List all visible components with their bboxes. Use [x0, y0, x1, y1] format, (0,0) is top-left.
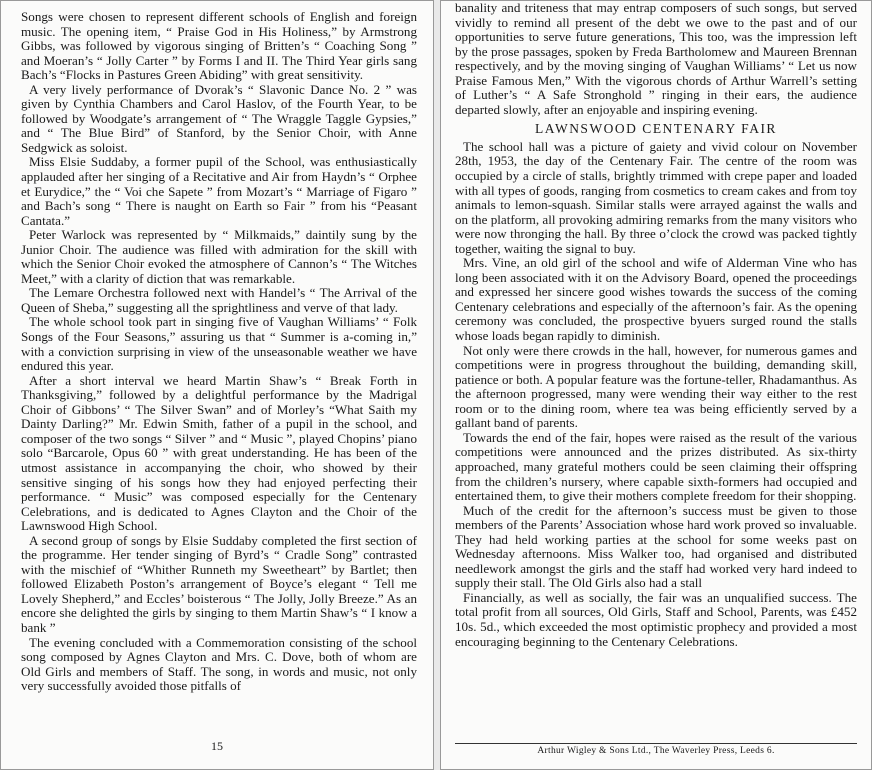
paragraph: Peter Warlock was represented by “ Milkmaids,” daintily sung by the Junior Choir. The audience was filled with admiration for the skill with which the Senior Choir evoked the atmosphere of Cannon’s “ The Witches Meet,” with a clarity of diction that was remarkable. — [21, 227, 417, 286]
footer-rule — [455, 743, 857, 744]
paragraph: The school hall was a picture of gaiety and vivid colour on November 28th, 1953, the day of the Centenary Fair. The centre of the room was occupied by a circle of stalls, brightly trimmed with crepe paper and loaded with all types of goods, ranging from cosmetics to cream cakes and from toy animals to lemon-squash. Similar stalls were arrayed against the walls and on the platform, all provoking admiring remarks from the many visitors who were now thronging the hall. By three o’clock the crowd was packed tightly together, waiting the signal to buy. — [455, 138, 857, 256]
paragraph: The Lemare Orchestra followed next with Handel’s “ The Arrival of the Queen of Sheba,” suggesting all the sprightliness and verve of that lady. — [21, 285, 417, 315]
left-text-column — [21, 10, 417, 694]
paragraph: A very lively performance of Dvorak’s “ Slavonic Dance No. 2 ” was given by Cynthia Chambers and Carol Haslov, of the Fourth Year, to be followed by Woodgate’s arrangement of “ The Wraggle Taggle Gypsies,” and “ The Blue Bird” of Stanford, by the Senior Choir, with Anne Sedgwick as soloist. — [21, 81, 417, 155]
paragraph: Financially, as well as socially, the fair was an unqualified success. The total profit from all sources, Old Girls, Staff and School, Parents, was £452 10s. 5d., which exceeded the most optimistic prophecy and provided a most encouraging beginning to the Centenary Celebrations. — [455, 589, 857, 649]
paragraph: A second group of songs by Elsie Suddaby completed the first section of the programme. Her tender singing of Byrd’s “ Cradle Song” contrasted with the mischief of “Whither Runneth my Sweetheart” by Bartlet; then followed Elizabeth Poston’s arrangement of Boyce’s elegant “ Tell me Lovely Shepherd,” and Eccles’ boisterous “ The Jolly, Jolly Breeze.” As an encore she delighted the girls by singing to them Martin Shaw’s “ I know a bank ” — [21, 532, 417, 635]
paragraph: Songs were chosen to represent different schools of English and foreign music. The opening item, “ Praise God in His Holiness,” by Armstrong Gibbs, was followed by vigorous singing of Britten’s “ Coaching Song ” and Moeran’s “ Jolly Carter ” by Forms I and II. The Third Year girls sang Bach’s “Flocks in Pastures Green Abiding” with great sensitivity. — [21, 9, 417, 83]
printer-footer: Arthur Wigley & Sons Ltd., The Waverley Press, Leeds 6. — [537, 746, 775, 756]
paragraph: Mrs. Vine, an old girl of the school and wife of Alderman Vine who has long been associated with it on the Advisory Board, opened the proceedings and expressed her sincere good wishes towards the success of the coming Centenary celebrations and especially of the afternoon’s fair. As the opening ceremony was concluded, the prospective byuers surged round the stalls whose loads began rapidly to diminish. — [455, 255, 857, 344]
paragraph: banality and triteness that may entrap composers of such songs, but served vividly to remind all present of the debt we owe to the past and of our opportunities to serve future generations, This too, was the impression left by the prose passages, spoken by Freda Bartholomew and Maureen Brennan respectively, and by the moving singing of Vaughan Williams’ “ Let us now Praise Famous Men,” With the vigorous chords of Arthur Warrell’s setting of Luther’s “ A Safe Stronghold ” ringing in their ears, the audience departed slowly, after an enjoyable and inspiring evening. — [455, 0, 857, 117]
paragraph: The whole school took part in singing five of Vaughan Williams’ “ Folk Songs of the Four Seasons,” assuring us that “ Summer is a-coming in,” with a conviction surprising in view of the unseasonable weather we have endured this year. — [21, 314, 417, 374]
left-page — [0, 0, 434, 770]
paragraph: The evening concluded with a Commemoration consisting of the school song composed by Agnes Clayton and Mrs. C. Dove, both of whom are Old Girls and members of Staff. The song, in words and music, not only very successfully avoided those pitfalls of — [21, 634, 417, 694]
page-number: 15 — [211, 739, 223, 753]
paragraph: Towards the end of the fair, hopes were raised as the result of the various competitions were announced and the prizes distributed. As six-thirty approached, many grateful mothers could be seen claiming their offspring from the children’s nursery, where capable sixth-formers had occupied and entertained them, to give their mothers complete freedom for their shopping. — [455, 429, 857, 504]
paragraph: Much of the credit for the afternoon’s success must be given to those members of the Parents’ Association whose hard work proved so invaluable. They had held working parties at the school for some weeks past on Wednesday afternoons. Miss Walker too, had organised and distributed needlework amongst the girls and the staff had worked very hard indeed to supply their stall. The Old Girls also had a stall — [455, 502, 857, 591]
section-heading: LAWNSWOOD CENTENARY FAIR — [535, 121, 777, 137]
paragraph: Miss Elsie Suddaby, a former pupil of the School, was enthusiastically applauded after her singing of a Recitative and Air from Haydn’s “ Orphee et Eurydice,” the “ Voi che Sapete ” from Mozart’s “ Marriage of Figaro ” and Bach’s song “ There is naught on Earth so Fair ” from his “Peasant Cantata.” — [21, 154, 417, 228]
right-text-column — [455, 1, 857, 649]
paragraph: Not only were there crowds in the hall, however, for numerous games and competitions were in progress throughout the building, demanding skill, patience or both. A popular feature was the fortune-teller, Rhadamanthus. As the afternoon progressed, many were wending their way either to the rest room or to the dining room, where tea was being efficiently served by a gallant band of parents. — [455, 342, 857, 431]
paragraph: After a short interval we heard Martin Shaw’s “ Break Forth in Thanksgiving,” followed by a delightful performance by the Madrigal Choir of Gibbons’ “ The Silver Swan” and of Morley’s “What Saith my Dainty Darling?” Mr. Edwin Smith, father of a pupil in the school, and composer of the two songs “ Silver ” and “ Music ”, played Chopins’ piano solo “Barcarole, Opus 60 ” with great understanding. He has been of the utmost assistance in accompanying the choir, who showed by their sensitive singing of his songs how they had enjoyed perfecting their performance. “ Music” was composed especially for the Centenary Celebrations, and is dedicated to Agnes Clayton and the Choir of the Lawnswood High School. — [21, 372, 417, 534]
right-page — [440, 0, 872, 770]
